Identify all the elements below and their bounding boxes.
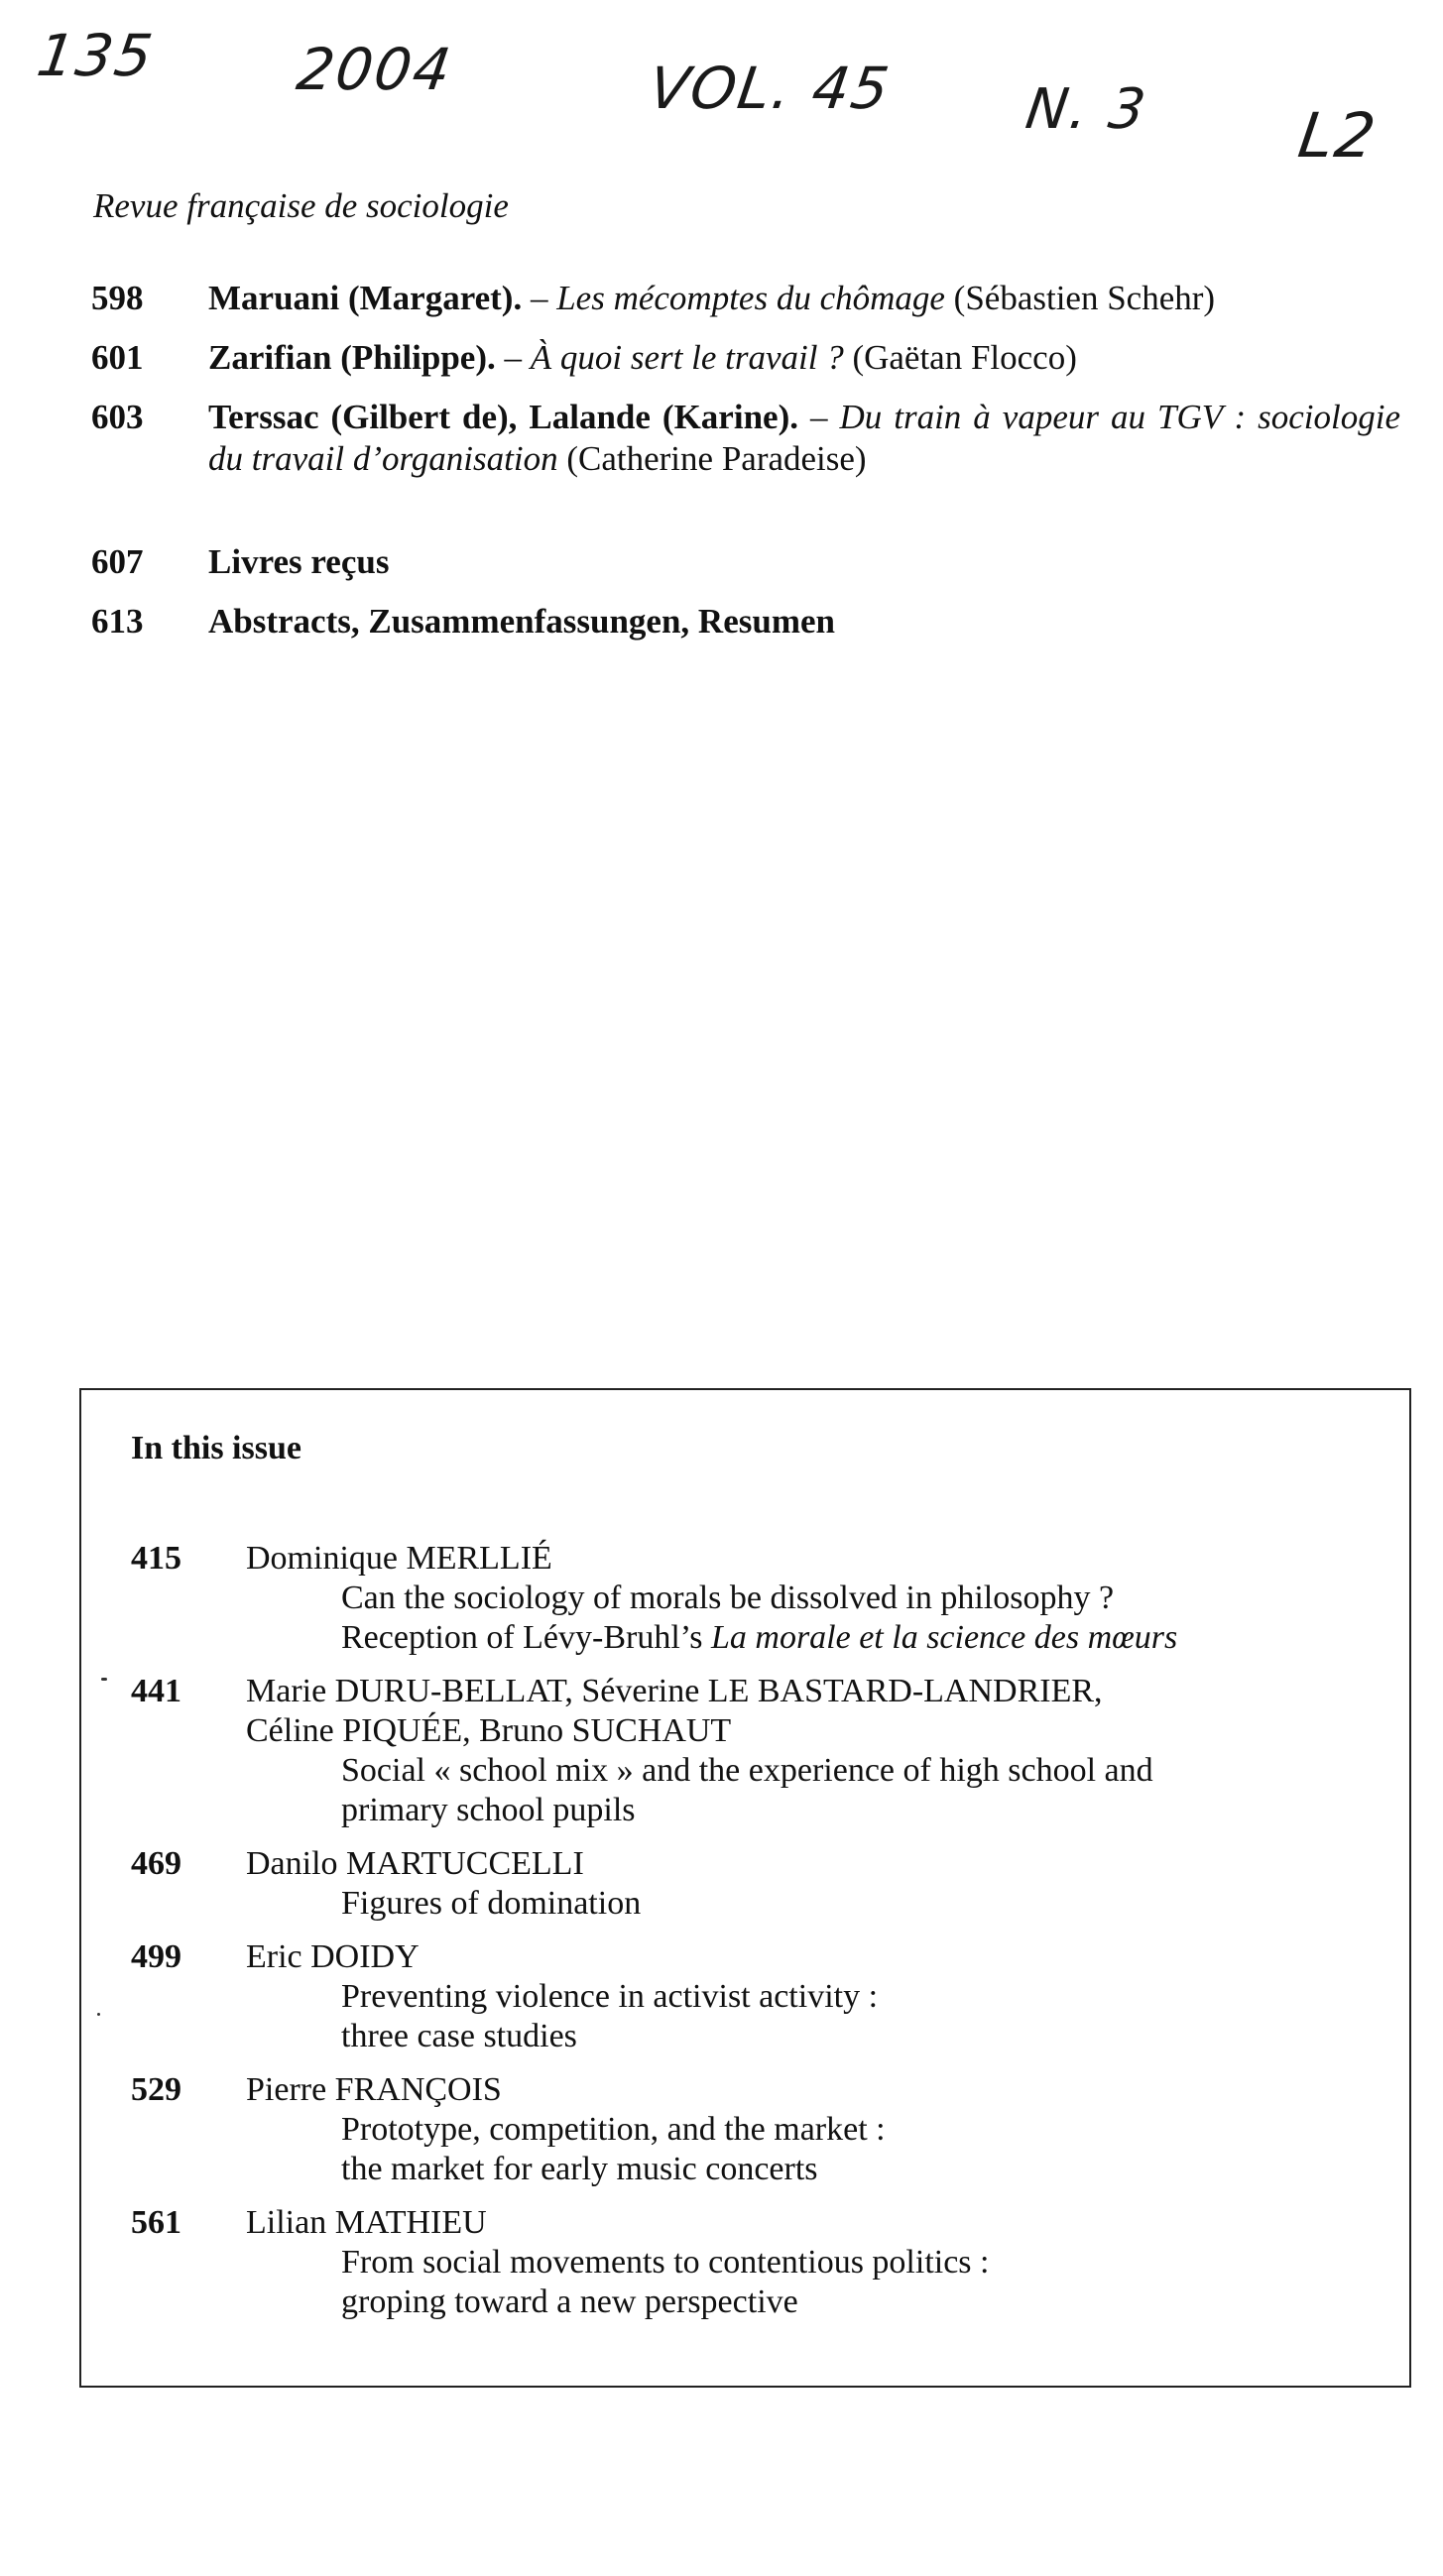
issue-entry bbox=[131, 2203, 1371, 2322]
page-number: 598 bbox=[91, 279, 144, 317]
review-entry bbox=[91, 397, 1400, 480]
issue-entry bbox=[131, 1539, 1371, 1658]
article-title-line: Reception of Lévy-Bruhl’s bbox=[341, 1619, 711, 1656]
article-title-line: Can the sociology of morals be dissolved in philosophy ? bbox=[341, 1580, 1115, 1616]
article-title-line: Prototype, competition, and the market : bbox=[341, 2111, 886, 2148]
issue-entries bbox=[131, 1539, 1371, 2336]
in-this-issue-box bbox=[79, 1388, 1411, 2388]
issue-entry bbox=[131, 1672, 1371, 1830]
article-authors-line-2: Céline PIQUÉE, Bruno SUCHAUT bbox=[246, 1712, 732, 1749]
article-title-line: groping toward a new perspective bbox=[341, 2283, 798, 2320]
issue-entry bbox=[131, 1844, 1371, 1924]
article-title-line: the market for early music concerts bbox=[341, 2151, 818, 2187]
section-entry bbox=[91, 541, 1400, 583]
article-title-line: primary school pupils bbox=[341, 1792, 636, 1828]
article-authors: Dominique MERLLIÉ bbox=[246, 1540, 552, 1577]
review-entry bbox=[91, 278, 1400, 319]
journal-title: Revue française de sociologie bbox=[93, 186, 509, 225]
review-title: À quoi sert le travail ? bbox=[530, 338, 844, 377]
article-authors: Pierre FRANÇOIS bbox=[246, 2071, 502, 2108]
box-heading: In this issue bbox=[131, 1430, 301, 1466]
page-number: 601 bbox=[91, 338, 144, 377]
review-author: Zarifian (Philippe). bbox=[208, 338, 496, 377]
review-title: Les mécomptes du chômage bbox=[556, 279, 945, 317]
page-number: 561 bbox=[131, 2204, 181, 2241]
article-authors: Lilian MATHIEU bbox=[246, 2204, 487, 2241]
page-number: 469 bbox=[131, 1845, 181, 1882]
page-number: 613 bbox=[91, 602, 144, 641]
review-author: Maruani (Margaret). bbox=[208, 279, 523, 317]
scan-speck bbox=[101, 1678, 107, 1681]
dash: – bbox=[522, 279, 557, 317]
page-number: 441 bbox=[131, 1673, 181, 1709]
handwritten-number: 135 bbox=[33, 22, 159, 89]
reviewer: (Gaëtan Flocco) bbox=[843, 338, 1077, 377]
article-title-line: Figures of domination bbox=[341, 1885, 642, 1922]
section-entry bbox=[91, 601, 1400, 643]
reviewer: (Sébastien Schehr) bbox=[944, 279, 1216, 317]
section-label: Abstracts, Zusammenfassungen, Resumen bbox=[208, 602, 835, 641]
scan-speck bbox=[97, 2013, 100, 2016]
article-title-line: Preventing violence in activist activity : bbox=[341, 1978, 879, 2015]
handwritten-year: 2004 bbox=[293, 36, 457, 103]
handwritten-volume: VOL. 45 bbox=[645, 55, 896, 122]
page-number: 603 bbox=[91, 398, 144, 436]
handwritten-mark: L2 bbox=[1293, 99, 1383, 172]
section-label: Livres reçus bbox=[208, 542, 390, 581]
article-title-italic: La morale et la science des mœurs bbox=[710, 1619, 1178, 1656]
handwritten-issue: N. 3 bbox=[1022, 77, 1151, 142]
article-authors: Eric DOIDY bbox=[246, 1938, 420, 1975]
review-author: Terssac (Gilbert de), Lalande (Karine). bbox=[208, 398, 798, 436]
article-title-line: Social « school mix » and the experience of high school and bbox=[341, 1752, 1153, 1789]
review-title: Du train à vapeur au TGV : sociologie du travail d’organisation bbox=[208, 398, 1400, 478]
table-of-contents bbox=[91, 278, 1400, 660]
article-authors: Danilo MARTUCCELLI bbox=[246, 1845, 584, 1882]
page-number: 499 bbox=[131, 1938, 181, 1975]
dash: – bbox=[495, 338, 531, 377]
dash: – bbox=[797, 398, 840, 436]
page-number: 415 bbox=[131, 1540, 181, 1577]
page-number: 607 bbox=[91, 542, 144, 581]
issue-entry bbox=[131, 2070, 1371, 2189]
page-number: 529 bbox=[131, 2071, 181, 2108]
article-authors: Marie DURU-BELLAT, Séverine LE BASTARD-LANDRIER, bbox=[246, 1673, 1103, 1709]
reviewer: (Catherine Paradeise) bbox=[557, 439, 867, 478]
article-title-line: From social movements to contentious politics : bbox=[341, 2244, 990, 2281]
review-entry bbox=[91, 337, 1400, 379]
issue-entry bbox=[131, 1937, 1371, 2056]
article-title-line: three case studies bbox=[341, 2018, 577, 2054]
